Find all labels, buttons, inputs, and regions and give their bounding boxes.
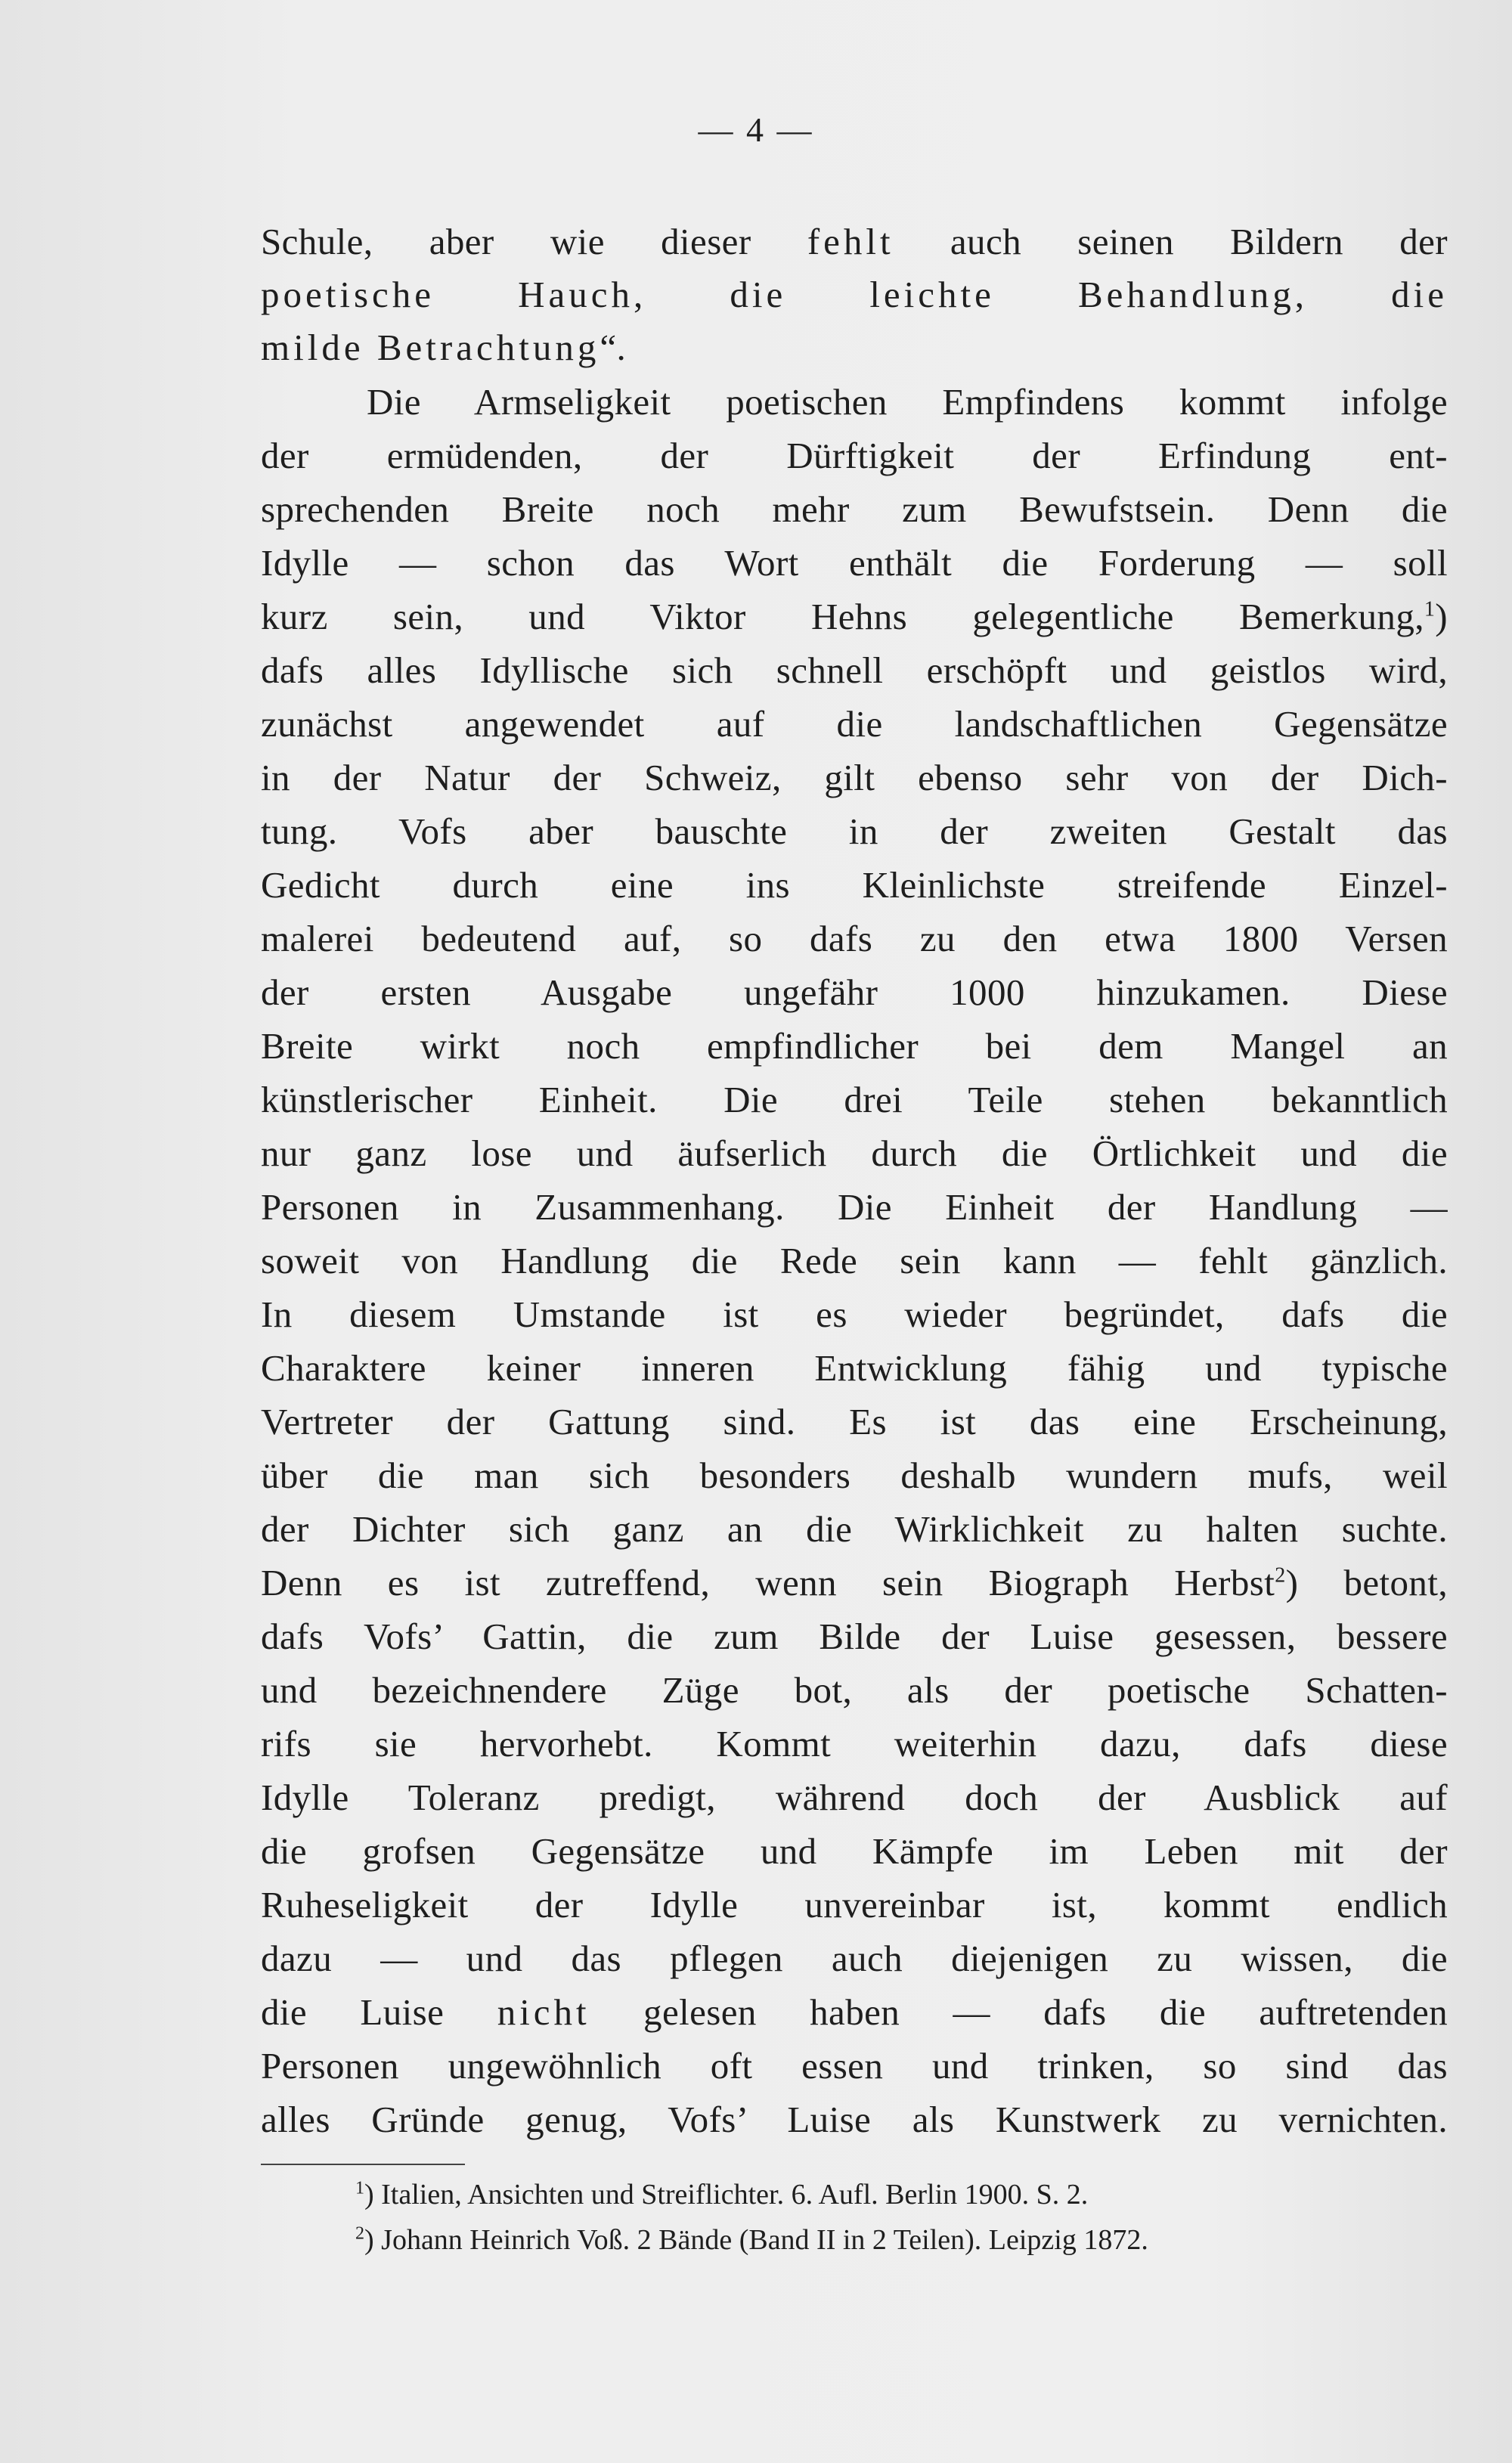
text-line: Gedicht durch eine ins Kleinlichste streifende Einzel-	[261, 864, 1448, 906]
footnote-ref: 1	[1424, 597, 1436, 621]
text-line: die grofsen Gegensätze und Kämpfe im Leben mit der	[261, 1830, 1448, 1872]
text-line: dafs Vofs’ Gattin, die zum Bilde der Luise gesessen, bessere	[261, 1616, 1448, 1657]
text-line: Denn es ist zutreffend, wenn sein Biograph Herbst$^2$) betont,	[261, 1562, 1448, 1603]
footnote-ref: 2	[1275, 1563, 1286, 1588]
footnote: $^2$) Johann Heinrich Voß. 2 Bände (Band II in 2 Teilen). Leipzig 1872.	[355, 2223, 1148, 2256]
text-line: kurz sein, und Viktor Hehns gelegentliche Bemerkung,$^1$)	[261, 596, 1448, 637]
text-line: zunächst angewendet auf die landschaftlichen Gegensätze	[261, 703, 1448, 745]
text-line: Idylle Toleranz predigt, während doch der Ausblick auf	[261, 1777, 1448, 1818]
text-line: Vertreter der Gattung sind. Es ist das eine Erscheinung,	[261, 1401, 1448, 1442]
text-line: sprechenden Breite noch mehr zum Bewufstsein. Denn die	[261, 488, 1448, 530]
text-line: Die Armseligkeit poetischen Empfindens kommt infolge	[367, 381, 1448, 423]
text-line: rifs sie hervorhebt. Kommt weiterhin dazu, dafs diese	[261, 1723, 1448, 1764]
text-line: in der Natur der Schweiz, gilt ebenso sehr von der Dich-	[261, 757, 1448, 798]
text-line: milde Betrachtung“.	[261, 327, 627, 368]
text-line: künstlerischer Einheit. Die drei Teile stehen bekanntlich	[261, 1079, 1448, 1120]
text-line: über die man sich besonders deshalb wundern mufs, weil	[261, 1455, 1448, 1496]
text-line: Schule, aber wie dieser fehlt auch seinen Bildern der	[261, 221, 1448, 262]
text-line: Personen ungewöhnlich oft essen und trinken, so sind das	[261, 2045, 1448, 2087]
text-line: malerei bedeutend auf, so dafs zu den etwa 1800 Versen	[261, 918, 1448, 959]
text-line: Breite wirkt noch empfindlicher bei dem Mangel an	[261, 1025, 1448, 1067]
text-line: die Luise nicht gelesen haben — dafs die auftretenden	[261, 1991, 1448, 2033]
text-line: In diesem Umstande ist es wieder begründet, dafs die	[261, 1293, 1448, 1335]
footnote-rule	[261, 2164, 465, 2165]
footnote-mark: 1	[355, 2178, 364, 2198]
text-line: Personen in Zusammenhang. Die Einheit der Handlung —	[261, 1186, 1448, 1228]
text-line: Ruheseligkeit der Idylle unvereinbar ist, kommt endlich	[261, 1884, 1448, 1925]
text-line: dazu — und das pflegen auch diejenigen zu wissen, die	[261, 1938, 1448, 1979]
footnote-mark: 2	[355, 2223, 364, 2244]
text-line: Charaktere keiner inneren Entwicklung fähig und typische	[261, 1347, 1448, 1389]
text-line: der ersten Ausgabe ungefähr 1000 hinzukamen. Diese	[261, 971, 1448, 1013]
footnote: $^1$) Italien, Ansichten und Streiflichter. 6. Aufl. Berlin 1900. S. 2.	[355, 2178, 1089, 2211]
text-line: Idylle — schon das Wort enthält die Forderung — soll	[261, 542, 1448, 584]
text-line: poetische Hauch, die leichte Behandlung, die	[261, 274, 1448, 315]
text-line: der ermüdenden, der Dürftigkeit der Erfindung ent-	[261, 435, 1448, 476]
text-line: tung. Vofs aber bauschte in der zweiten Gestalt das	[261, 810, 1448, 852]
text-line: der Dichter sich ganz an die Wirklichkeit zu halten suchte.	[261, 1508, 1448, 1550]
text-line: und bezeichnendere Züge bot, als der poetische Schatten-	[261, 1669, 1448, 1711]
text-line: alles Gründe genug, Vofs’ Luise als Kunstwerk zu vernichten.	[261, 2099, 1448, 2140]
text-line: soweit von Handlung die Rede sein kann — fehlt gänzlich.	[261, 1240, 1448, 1281]
text-line: nur ganz lose und äufserlich durch die Örtlichkeit und die	[261, 1132, 1448, 1174]
page-number: — 4 —	[698, 110, 814, 149]
text-line: dafs alles Idyllische sich schnell erschöpft und geistlos wird,	[261, 649, 1448, 691]
